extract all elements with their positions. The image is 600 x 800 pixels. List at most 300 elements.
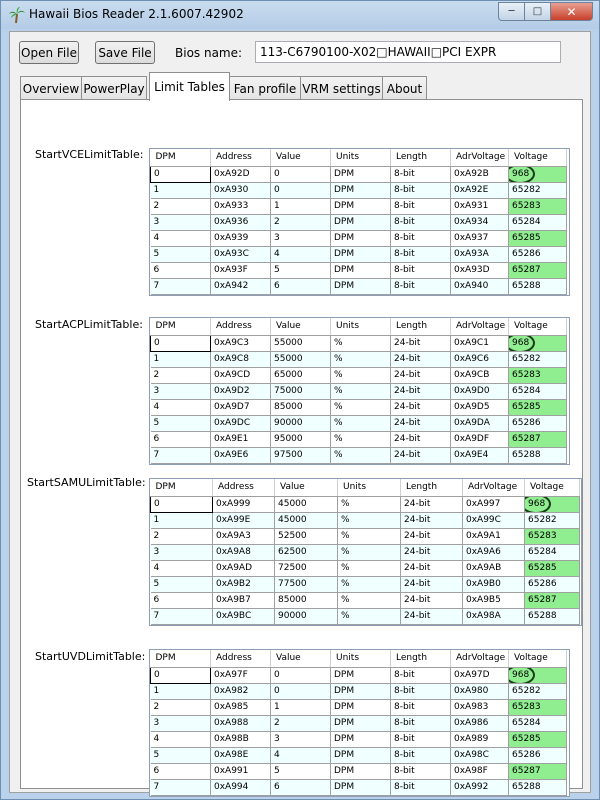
- cell-length[interactable]: 24-bit: [391, 335, 451, 351]
- cell-value[interactable]: 55000: [271, 351, 331, 367]
- cell-voltage[interactable]: [525, 512, 580, 528]
- cell-adr-voltage[interactable]: 0xA9C6: [451, 351, 509, 367]
- cell-length[interactable]: 8-bit: [391, 667, 451, 683]
- cell-voltage[interactable]: [509, 262, 567, 278]
- cell-value[interactable]: 65000: [271, 367, 331, 383]
- cell-dpm[interactable]: 6: [151, 592, 213, 608]
- cell-length[interactable]: 8-bit: [391, 198, 451, 214]
- cell-units[interactable]: %: [331, 447, 391, 463]
- column-header-length[interactable]: Length: [391, 318, 451, 335]
- column-header-voltage[interactable]: Voltage: [509, 650, 567, 667]
- cell-adr-voltage[interactable]: 0xA986: [451, 715, 509, 731]
- cell-units[interactable]: DPM: [331, 278, 391, 294]
- cell-voltage[interactable]: [509, 246, 567, 262]
- cell-dpm[interactable]: 0: [151, 667, 211, 683]
- table-row[interactable]: [151, 383, 567, 399]
- cell-units[interactable]: DPM: [331, 683, 391, 699]
- column-header-units[interactable]: Units: [331, 318, 391, 335]
- cell-voltage[interactable]: [525, 576, 580, 592]
- cell-adr-voltage[interactable]: 0xA937: [451, 230, 509, 246]
- cell-voltage[interactable]: [509, 230, 567, 246]
- cell-value[interactable]: 5: [271, 262, 331, 278]
- column-header-address[interactable]: Address: [211, 650, 271, 667]
- uvd-limit-grid[interactable]: [149, 649, 570, 797]
- vce-limit-grid[interactable]: [149, 148, 570, 296]
- cell-voltage[interactable]: [525, 528, 580, 544]
- cell-address[interactable]: 0xA97F: [211, 667, 271, 683]
- cell-length[interactable]: 8-bit: [391, 182, 451, 198]
- cell-address[interactable]: 0xA930: [211, 182, 271, 198]
- cell-address[interactable]: 0xA98E: [211, 747, 271, 763]
- cell-dpm[interactable]: 7: [151, 447, 211, 463]
- cell-voltage[interactable]: [509, 383, 567, 399]
- cell-address[interactable]: 0xA936: [211, 214, 271, 230]
- cell-adr-voltage[interactable]: 0xA9A6: [463, 544, 525, 560]
- column-header-voltage[interactable]: Voltage: [509, 318, 567, 335]
- cell-address[interactable]: 0xA99E: [213, 512, 275, 528]
- bios-name-field[interactable]: 113-C6790100-X02□HAWAII□PCI EXPR: [255, 41, 561, 63]
- cell-units[interactable]: %: [331, 415, 391, 431]
- cell-adr-voltage[interactable]: 0xA9AB: [463, 560, 525, 576]
- cell-length[interactable]: 24-bit: [401, 608, 463, 624]
- cell-adr-voltage[interactable]: 0xA934: [451, 214, 509, 230]
- cell-adr-voltage[interactable]: 0xA9D5: [451, 399, 509, 415]
- minimize-button[interactable]: ─: [498, 2, 524, 21]
- cell-dpm[interactable]: 6: [151, 763, 211, 779]
- column-header-dpm[interactable]: DPM: [151, 650, 211, 667]
- cell-voltage[interactable]: [509, 399, 567, 415]
- table-row[interactable]: [151, 166, 567, 182]
- cell-dpm[interactable]: 0: [151, 166, 211, 182]
- cell-address[interactable]: 0xA93C: [211, 246, 271, 262]
- cell-units[interactable]: %: [331, 335, 391, 351]
- cell-adr-voltage[interactable]: 0xA9A1: [463, 528, 525, 544]
- cell-dpm[interactable]: 1: [151, 351, 211, 367]
- table-row[interactable]: [151, 182, 567, 198]
- cell-units[interactable]: DPM: [331, 731, 391, 747]
- cell-value[interactable]: 4: [271, 747, 331, 763]
- cell-adr-voltage[interactable]: 0xA92B: [451, 166, 509, 182]
- title-bar[interactable]: [1, 1, 599, 29]
- cell-adr-voltage[interactable]: 0xA9DA: [451, 415, 509, 431]
- cell-adr-voltage[interactable]: 0xA992: [451, 779, 509, 795]
- cell-value[interactable]: 0: [271, 166, 331, 182]
- cell-adr-voltage[interactable]: 0xA93A: [451, 246, 509, 262]
- cell-voltage[interactable]: [525, 608, 580, 624]
- table-row[interactable]: [151, 278, 567, 294]
- tab-limit-tables[interactable]: Limit Tables: [149, 72, 230, 101]
- cell-value[interactable]: 3: [271, 230, 331, 246]
- cell-units[interactable]: DPM: [331, 262, 391, 278]
- cell-address[interactable]: 0xA9B2: [213, 576, 275, 592]
- cell-dpm[interactable]: 1: [151, 512, 213, 528]
- save-file-button[interactable]: Save File: [95, 41, 155, 64]
- cell-value[interactable]: 6: [271, 278, 331, 294]
- cell-address[interactable]: 0xA9D7: [211, 399, 271, 415]
- column-header-value[interactable]: Value: [271, 318, 331, 335]
- cell-value[interactable]: 85000: [275, 592, 338, 608]
- cell-voltage[interactable]: [509, 278, 567, 294]
- tab-powerplay[interactable]: PowerPlay: [81, 76, 147, 100]
- cell-length[interactable]: 24-bit: [401, 544, 463, 560]
- cell-dpm[interactable]: 5: [151, 747, 211, 763]
- cell-address[interactable]: 0xA9CD: [211, 367, 271, 383]
- cell-dpm[interactable]: 2: [151, 528, 213, 544]
- cell-length[interactable]: 8-bit: [391, 262, 451, 278]
- cell-value[interactable]: 0: [271, 667, 331, 683]
- cell-dpm[interactable]: 3: [151, 715, 211, 731]
- table-row[interactable]: [151, 544, 580, 560]
- cell-value[interactable]: 62500: [275, 544, 338, 560]
- table-row[interactable]: [151, 230, 567, 246]
- table-row[interactable]: [151, 351, 567, 367]
- cell-address[interactable]: 0xA98B: [211, 731, 271, 747]
- cell-units[interactable]: %: [338, 592, 401, 608]
- cell-units[interactable]: %: [338, 496, 401, 512]
- column-header-voltage[interactable]: Voltage: [509, 149, 567, 166]
- table-row[interactable]: [151, 763, 567, 779]
- cell-units[interactable]: DPM: [331, 779, 391, 795]
- cell-value[interactable]: 4: [271, 246, 331, 262]
- cell-adr-voltage[interactable]: 0xA98A: [463, 608, 525, 624]
- cell-value[interactable]: 0: [271, 182, 331, 198]
- cell-units[interactable]: DPM: [331, 763, 391, 779]
- cell-length[interactable]: 8-bit: [391, 763, 451, 779]
- cell-dpm[interactable]: 4: [151, 399, 211, 415]
- cell-value[interactable]: 95000: [271, 431, 331, 447]
- column-header-value[interactable]: Value: [271, 650, 331, 667]
- column-header-units[interactable]: Units: [331, 149, 391, 166]
- table-row[interactable]: [151, 447, 567, 463]
- tab-vrm-settings[interactable]: VRM settings: [300, 76, 383, 100]
- column-header-address[interactable]: Address: [211, 149, 271, 166]
- cell-voltage[interactable]: [509, 731, 567, 747]
- cell-units[interactable]: DPM: [331, 214, 391, 230]
- cell-length[interactable]: 24-bit: [391, 383, 451, 399]
- column-header-adr-voltage[interactable]: AdrVoltage: [451, 318, 509, 335]
- cell-voltage[interactable]: [509, 763, 567, 779]
- cell-dpm[interactable]: 4: [151, 731, 211, 747]
- cell-dpm[interactable]: 7: [151, 608, 213, 624]
- cell-address[interactable]: 0xA9AD: [213, 560, 275, 576]
- cell-length[interactable]: 24-bit: [391, 399, 451, 415]
- cell-address[interactable]: 0xA9BC: [213, 608, 275, 624]
- table-row[interactable]: [151, 576, 580, 592]
- cell-voltage[interactable]: [509, 367, 567, 383]
- cell-value[interactable]: 5: [271, 763, 331, 779]
- column-header-address[interactable]: Address: [213, 479, 275, 496]
- tab-fan-profile[interactable]: Fan profile: [229, 76, 301, 100]
- cell-address[interactable]: 0xA991: [211, 763, 271, 779]
- close-button[interactable]: ✕: [550, 2, 593, 21]
- table-row[interactable]: [151, 528, 580, 544]
- cell-units[interactable]: DPM: [331, 246, 391, 262]
- cell-units[interactable]: %: [338, 528, 401, 544]
- column-header-units[interactable]: Units: [331, 650, 391, 667]
- cell-voltage[interactable]: [509, 166, 567, 182]
- cell-voltage[interactable]: [509, 431, 567, 447]
- cell-value[interactable]: 0: [271, 683, 331, 699]
- cell-value[interactable]: 1: [271, 699, 331, 715]
- cell-units[interactable]: %: [331, 383, 391, 399]
- cell-dpm[interactable]: 5: [151, 415, 211, 431]
- cell-dpm[interactable]: 0: [151, 496, 213, 512]
- cell-dpm[interactable]: 7: [151, 779, 211, 795]
- samu-limit-grid[interactable]: [149, 478, 582, 626]
- cell-units[interactable]: DPM: [331, 182, 391, 198]
- cell-voltage[interactable]: [509, 699, 567, 715]
- cell-units[interactable]: %: [338, 544, 401, 560]
- cell-address[interactable]: 0xA999: [213, 496, 275, 512]
- cell-address[interactable]: 0xA9DC: [211, 415, 271, 431]
- cell-address[interactable]: 0xA942: [211, 278, 271, 294]
- cell-voltage[interactable]: [509, 667, 567, 683]
- cell-dpm[interactable]: 2: [151, 367, 211, 383]
- table-row[interactable]: [151, 731, 567, 747]
- cell-address[interactable]: 0xA93F: [211, 262, 271, 278]
- column-header-address[interactable]: Address: [211, 318, 271, 335]
- cell-voltage[interactable]: [509, 415, 567, 431]
- cell-units[interactable]: DPM: [331, 166, 391, 182]
- column-header-length[interactable]: Length: [391, 149, 451, 166]
- column-header-dpm[interactable]: DPM: [151, 149, 211, 166]
- cell-voltage[interactable]: [509, 335, 567, 351]
- table-row[interactable]: [151, 512, 580, 528]
- table-row[interactable]: [151, 431, 567, 447]
- cell-adr-voltage[interactable]: 0xA983: [451, 699, 509, 715]
- cell-length[interactable]: 24-bit: [401, 496, 463, 512]
- cell-adr-voltage[interactable]: 0xA99C: [463, 512, 525, 528]
- cell-length[interactable]: 8-bit: [391, 246, 451, 262]
- table-row[interactable]: [151, 335, 567, 351]
- cell-units[interactable]: DPM: [331, 747, 391, 763]
- cell-units[interactable]: DPM: [331, 715, 391, 731]
- cell-value[interactable]: 97500: [271, 447, 331, 463]
- cell-length[interactable]: 24-bit: [391, 367, 451, 383]
- cell-adr-voltage[interactable]: 0xA997: [463, 496, 525, 512]
- cell-length[interactable]: 8-bit: [391, 166, 451, 182]
- cell-length[interactable]: 24-bit: [391, 415, 451, 431]
- cell-voltage[interactable]: [509, 747, 567, 763]
- cell-voltage[interactable]: [509, 182, 567, 198]
- cell-address[interactable]: 0xA9D2: [211, 383, 271, 399]
- cell-units[interactable]: %: [331, 367, 391, 383]
- cell-address[interactable]: 0xA9E6: [211, 447, 271, 463]
- cell-length[interactable]: 24-bit: [391, 447, 451, 463]
- table-row[interactable]: [151, 779, 567, 795]
- column-header-dpm[interactable]: DPM: [151, 318, 211, 335]
- cell-length[interactable]: 24-bit: [401, 512, 463, 528]
- cell-dpm[interactable]: 3: [151, 214, 211, 230]
- cell-voltage[interactable]: [525, 592, 580, 608]
- cell-value[interactable]: 52500: [275, 528, 338, 544]
- table-row[interactable]: [151, 246, 567, 262]
- cell-value[interactable]: 45000: [275, 512, 338, 528]
- column-header-dpm[interactable]: DPM: [151, 479, 213, 496]
- cell-address[interactable]: 0xA9C3: [211, 335, 271, 351]
- cell-dpm[interactable]: 2: [151, 198, 211, 214]
- cell-address[interactable]: 0xA9C8: [211, 351, 271, 367]
- cell-value[interactable]: 2: [271, 715, 331, 731]
- cell-value[interactable]: 1: [271, 198, 331, 214]
- cell-dpm[interactable]: 1: [151, 683, 211, 699]
- cell-voltage[interactable]: [525, 560, 580, 576]
- cell-units[interactable]: DPM: [331, 198, 391, 214]
- table-row[interactable]: [151, 592, 580, 608]
- table-row[interactable]: [151, 683, 567, 699]
- cell-adr-voltage[interactable]: 0xA931: [451, 198, 509, 214]
- column-header-adr-voltage[interactable]: AdrVoltage: [451, 650, 509, 667]
- cell-voltage[interactable]: [509, 214, 567, 230]
- table-row[interactable]: [151, 399, 567, 415]
- cell-value[interactable]: 45000: [275, 496, 338, 512]
- cell-address[interactable]: 0xA9E1: [211, 431, 271, 447]
- cell-dpm[interactable]: 4: [151, 230, 211, 246]
- cell-value[interactable]: 90000: [271, 415, 331, 431]
- cell-length[interactable]: 8-bit: [391, 715, 451, 731]
- cell-dpm[interactable]: 0: [151, 335, 211, 351]
- cell-adr-voltage[interactable]: 0xA9B0: [463, 576, 525, 592]
- cell-voltage[interactable]: [525, 544, 580, 560]
- cell-adr-voltage[interactable]: 0xA9E4: [451, 447, 509, 463]
- cell-voltage[interactable]: [509, 351, 567, 367]
- cell-adr-voltage[interactable]: 0xA93D: [451, 262, 509, 278]
- table-row[interactable]: [151, 198, 567, 214]
- cell-address[interactable]: 0xA988: [211, 715, 271, 731]
- cell-voltage[interactable]: [509, 447, 567, 463]
- cell-length[interactable]: 24-bit: [391, 431, 451, 447]
- cell-voltage[interactable]: [509, 715, 567, 731]
- cell-voltage[interactable]: [509, 779, 567, 795]
- column-header-length[interactable]: Length: [401, 479, 463, 496]
- cell-length[interactable]: 8-bit: [391, 699, 451, 715]
- column-header-length[interactable]: Length: [391, 650, 451, 667]
- cell-voltage[interactable]: [509, 198, 567, 214]
- cell-value[interactable]: 85000: [271, 399, 331, 415]
- tab-overview[interactable]: Overview: [20, 76, 82, 100]
- cell-dpm[interactable]: 7: [151, 278, 211, 294]
- cell-length[interactable]: 8-bit: [391, 731, 451, 747]
- column-header-adr-voltage[interactable]: AdrVoltage: [463, 479, 525, 496]
- cell-voltage[interactable]: [525, 496, 580, 512]
- table-row[interactable]: [151, 415, 567, 431]
- cell-units[interactable]: %: [338, 512, 401, 528]
- cell-length[interactable]: 24-bit: [401, 560, 463, 576]
- cell-address[interactable]: 0xA933: [211, 198, 271, 214]
- cell-dpm[interactable]: 2: [151, 699, 211, 715]
- cell-adr-voltage[interactable]: 0xA940: [451, 278, 509, 294]
- cell-units[interactable]: %: [338, 608, 401, 624]
- table-row[interactable]: [151, 262, 567, 278]
- cell-length[interactable]: 8-bit: [391, 779, 451, 795]
- cell-length[interactable]: 8-bit: [391, 683, 451, 699]
- cell-adr-voltage[interactable]: 0xA9DF: [451, 431, 509, 447]
- cell-value[interactable]: 77500: [275, 576, 338, 592]
- column-header-voltage[interactable]: Voltage: [525, 479, 580, 496]
- tab-about[interactable]: About: [382, 76, 427, 100]
- cell-length[interactable]: 24-bit: [401, 528, 463, 544]
- cell-length[interactable]: 24-bit: [401, 576, 463, 592]
- cell-length[interactable]: 24-bit: [401, 592, 463, 608]
- column-header-adr-voltage[interactable]: AdrVoltage: [451, 149, 509, 166]
- cell-adr-voltage[interactable]: 0xA989: [451, 731, 509, 747]
- cell-dpm[interactable]: 3: [151, 383, 211, 399]
- cell-dpm[interactable]: 4: [151, 560, 213, 576]
- cell-length[interactable]: 8-bit: [391, 214, 451, 230]
- cell-dpm[interactable]: 5: [151, 576, 213, 592]
- table-row[interactable]: [151, 699, 567, 715]
- cell-voltage[interactable]: [509, 683, 567, 699]
- cell-value[interactable]: 6: [271, 779, 331, 795]
- cell-adr-voltage[interactable]: 0xA9C1: [451, 335, 509, 351]
- cell-units[interactable]: %: [338, 560, 401, 576]
- cell-address[interactable]: 0xA9A8: [213, 544, 275, 560]
- cell-address[interactable]: 0xA994: [211, 779, 271, 795]
- table-row[interactable]: [151, 214, 567, 230]
- table-row[interactable]: [151, 560, 580, 576]
- cell-dpm[interactable]: 3: [151, 544, 213, 560]
- cell-length[interactable]: 24-bit: [391, 351, 451, 367]
- column-header-value[interactable]: Value: [271, 149, 331, 166]
- cell-address[interactable]: 0xA985: [211, 699, 271, 715]
- cell-adr-voltage[interactable]: 0xA9CB: [451, 367, 509, 383]
- cell-units[interactable]: DPM: [331, 230, 391, 246]
- maximize-button[interactable]: □: [524, 2, 550, 21]
- cell-units[interactable]: %: [331, 351, 391, 367]
- table-row[interactable]: [151, 715, 567, 731]
- cell-units[interactable]: DPM: [331, 699, 391, 715]
- cell-adr-voltage[interactable]: 0xA98F: [451, 763, 509, 779]
- column-header-value[interactable]: Value: [275, 479, 338, 496]
- table-row[interactable]: [151, 496, 580, 512]
- cell-address[interactable]: 0xA939: [211, 230, 271, 246]
- cell-dpm[interactable]: 1: [151, 182, 211, 198]
- cell-value[interactable]: 55000: [271, 335, 331, 351]
- cell-adr-voltage[interactable]: 0xA92E: [451, 182, 509, 198]
- cell-units[interactable]: %: [331, 399, 391, 415]
- acp-limit-grid[interactable]: [149, 317, 570, 465]
- cell-adr-voltage[interactable]: 0xA9B5: [463, 592, 525, 608]
- table-row[interactable]: [151, 667, 567, 683]
- cell-adr-voltage[interactable]: 0xA9D0: [451, 383, 509, 399]
- cell-value[interactable]: 90000: [275, 608, 338, 624]
- table-row[interactable]: [151, 608, 580, 624]
- table-row[interactable]: [151, 747, 567, 763]
- cell-value[interactable]: 72500: [275, 560, 338, 576]
- cell-dpm[interactable]: 6: [151, 262, 211, 278]
- cell-address[interactable]: 0xA9A3: [213, 528, 275, 544]
- cell-value[interactable]: 3: [271, 731, 331, 747]
- cell-length[interactable]: 8-bit: [391, 278, 451, 294]
- cell-length[interactable]: 8-bit: [391, 230, 451, 246]
- cell-dpm[interactable]: 5: [151, 246, 211, 262]
- cell-address[interactable]: 0xA982: [211, 683, 271, 699]
- cell-adr-voltage[interactable]: 0xA97D: [451, 667, 509, 683]
- cell-adr-voltage[interactable]: 0xA98C: [451, 747, 509, 763]
- cell-value[interactable]: 2: [271, 214, 331, 230]
- cell-units[interactable]: DPM: [331, 667, 391, 683]
- cell-value[interactable]: 75000: [271, 383, 331, 399]
- cell-units[interactable]: %: [338, 576, 401, 592]
- open-file-button[interactable]: Open File: [19, 41, 79, 64]
- cell-dpm[interactable]: 6: [151, 431, 211, 447]
- column-header-units[interactable]: Units: [338, 479, 401, 496]
- cell-address[interactable]: 0xA92D: [211, 166, 271, 182]
- cell-adr-voltage[interactable]: 0xA980: [451, 683, 509, 699]
- cell-address[interactable]: 0xA9B7: [213, 592, 275, 608]
- cell-units[interactable]: %: [331, 431, 391, 447]
- cell-length[interactable]: 8-bit: [391, 747, 451, 763]
